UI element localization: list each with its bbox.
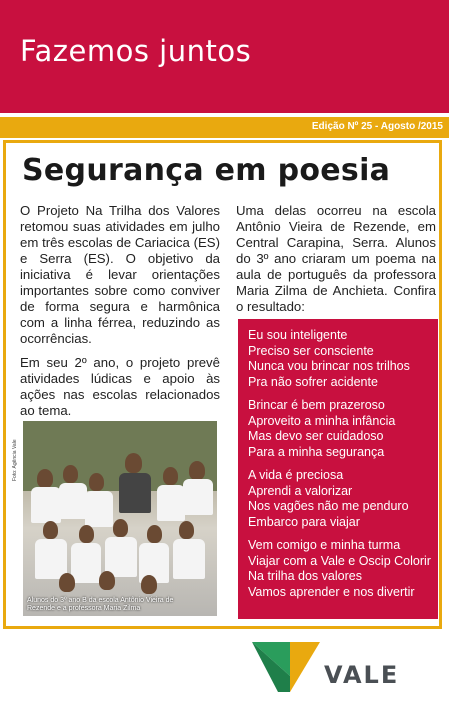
article-frame (3, 140, 442, 629)
poem-line: Para a minha segurança (248, 444, 385, 459)
poem-line: Viajar com a Vale e Oscip Colorir (248, 553, 431, 568)
poem-line: Vem comigo e minha turma (248, 538, 401, 552)
photo-figure (63, 465, 78, 483)
vale-logo-mark-icon (250, 636, 322, 694)
photo-figure (113, 519, 128, 537)
photo-figure (31, 487, 61, 523)
poem-stanza (248, 328, 428, 390)
poem-line: Vamos aprender e nos divertir (248, 584, 415, 599)
edition-band (0, 117, 449, 138)
poem-line: Nos vagões não me penduro (248, 499, 409, 513)
photo-credit: Foto: Agência Vale (12, 439, 18, 481)
article-headline: Segurança em poesia (22, 153, 391, 188)
photo-figure (37, 469, 53, 488)
photo-figure (119, 473, 151, 513)
photo-figure (35, 539, 67, 579)
vale-logo-text: VALE (324, 661, 400, 689)
header-banner (0, 0, 449, 113)
photo-figure (183, 479, 213, 515)
photo-figure (125, 453, 142, 473)
poem-line: Nunca vou brincar nos trilhos (248, 359, 410, 373)
left-column (20, 203, 220, 427)
poem-line: A vida é preciosa (248, 468, 344, 482)
photo-figure (89, 473, 104, 491)
poem-box (238, 319, 438, 619)
photo-figure (157, 485, 185, 521)
poem-line: Brincar é bem prazeroso (248, 398, 385, 412)
poem-line: Eu sou inteligente (248, 328, 348, 342)
photo-figure (59, 573, 75, 592)
poem-line: Pra não sofrer acidente (248, 374, 378, 389)
paragraph: Uma delas ocorreu na escola Antônio Vieira de Rezende, em Central Carapina, Serra. Alunos do 3º ano criaram um poema na aula de português da professora Maria Zilma de Anchieta. Confira o resultado: (236, 203, 436, 314)
photo-figure (147, 525, 162, 543)
section-title: Fazemos juntos (20, 34, 252, 68)
poem-line: Preciso ser consciente (248, 343, 374, 358)
photo-figure (85, 491, 113, 527)
photo-figure (163, 467, 178, 485)
paragraph: Em seu 2º ano, o projeto prevê atividades lúdicas e apoio às ações nas escolas relacionados ao tema. (20, 355, 220, 418)
photo-figure (71, 543, 101, 583)
poem-stanza (248, 538, 431, 600)
poem-line: Embarco para viajar (248, 514, 360, 529)
photo-figure (43, 521, 58, 539)
photo-figure (179, 521, 194, 539)
photo-figure (189, 461, 205, 480)
photo-figure (141, 575, 157, 594)
right-column (236, 203, 436, 315)
photo-figure (99, 571, 115, 590)
poem-line: Mas devo ser cuidadoso (248, 429, 384, 443)
poem-line: Na trilha dos valores (248, 569, 362, 583)
vale-logo (250, 636, 410, 696)
photo-figure (59, 483, 87, 519)
poem-line: Aprendi a valorizar (248, 483, 353, 498)
photo-figure (173, 539, 205, 579)
class-photo (23, 421, 217, 616)
edition-label: Edição Nº 25 - Agosto /2015 (311, 121, 443, 132)
photo-caption: Alunos do 3º ano B da escola Antônio Vieira de Rezende e a professora Maria Zilma (27, 597, 174, 612)
photo-figure (79, 525, 94, 543)
paragraph: O Projeto Na Trilha dos Valores retomou suas atividades em julho em três escolas de Cariacica (ES) e Serra (ES). O objetivo da iniciativa é levar orientações importantes sobre como conviver de forma segura e harmônica com a linha férrea, reduzindo as ocorrências. (20, 203, 220, 346)
poem-stanza (248, 398, 428, 460)
poem-line: Aproveito a minha infância (248, 413, 396, 428)
poem-stanza (248, 468, 428, 530)
